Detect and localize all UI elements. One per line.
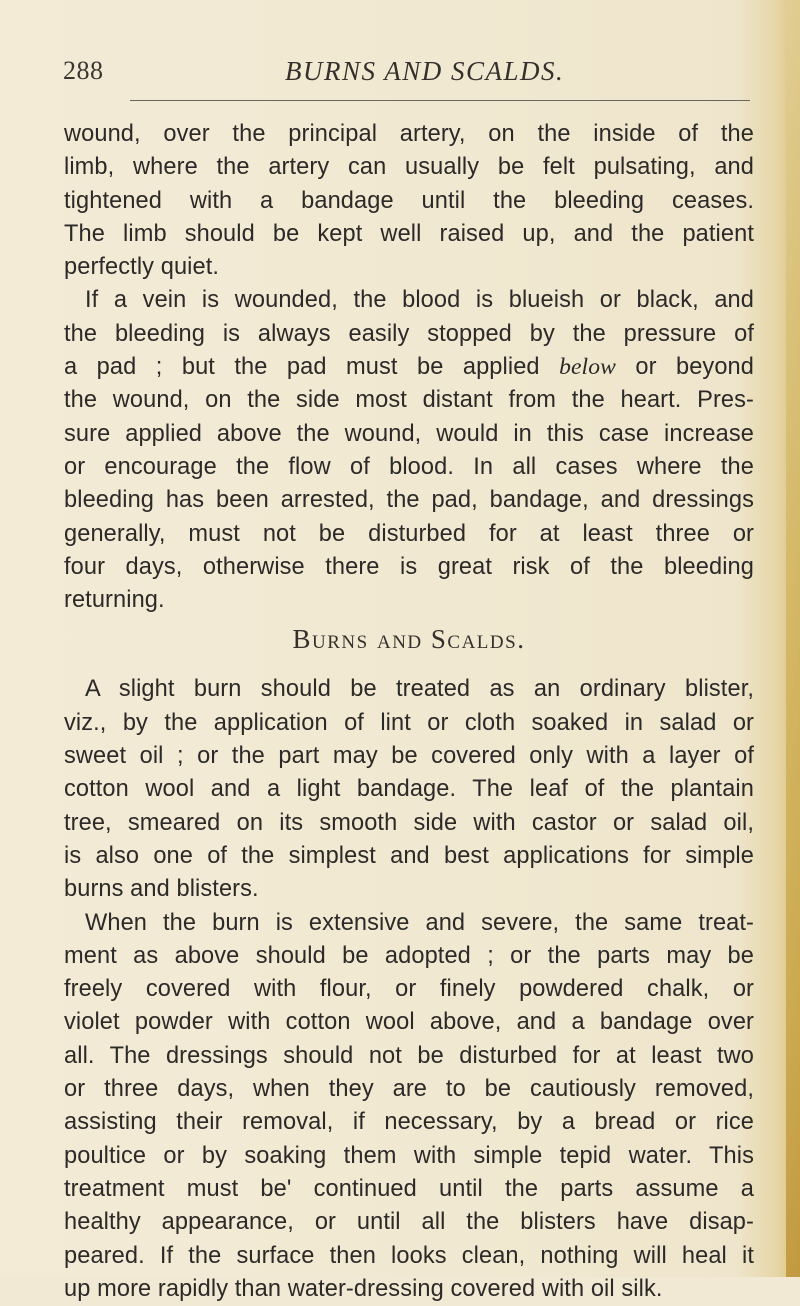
- text-line: up more rapidly than water-dressing covered with oil silk.: [64, 1275, 663, 1302]
- text-line: viz., by the application of lint or cloth soaked in salad or: [64, 709, 754, 736]
- text-line: When the burn is extensive and severe, the same treat-: [85, 909, 754, 936]
- text-line: sure applied above the wound, would in this case increase: [64, 420, 754, 447]
- text-line: wound, over the principal artery, on the inside of the: [64, 121, 754, 147]
- section-heading: Burns and Scalds.: [292, 624, 526, 655]
- text-line: bleeding has been arrested, the pad, bandage, and dressings: [64, 487, 754, 514]
- page-edge: [786, 0, 800, 1277]
- text-line: treatment must be' continued until the parts assume a: [64, 1175, 754, 1202]
- text-line: violet powder with cotton wool above, and a bandage over: [64, 1009, 754, 1036]
- paragraph-3: [64, 673, 754, 906]
- text-line: freely covered with flour, or finely powdered chalk, or: [64, 976, 754, 1003]
- text-line: four days, otherwise there is great risk of the bleeding: [64, 553, 754, 580]
- text-line: If a vein is wounded, the blood is blueish or black, and: [85, 287, 754, 314]
- text-line: or three days, when they are to be cautiously removed,: [64, 1076, 754, 1103]
- text-line: ment as above should be adopted ; or the parts may be: [64, 942, 754, 969]
- text-line: assisting their removal, if necessary, by a bread or rice: [64, 1109, 754, 1136]
- header-rule: [130, 100, 750, 101]
- paragraph-2: [64, 284, 754, 617]
- text-line: limb, where the artery can usually be felt pulsating, and: [64, 154, 754, 181]
- text-line: poultice or by soaking them with simple tepid water. This: [64, 1142, 754, 1169]
- body-text: [64, 118, 754, 1306]
- text-line: healthy appearance, or until all the blisters have disap-: [64, 1209, 754, 1236]
- paragraph-4: [64, 907, 754, 1306]
- page-header: [63, 56, 743, 92]
- page-number: 288: [63, 56, 104, 85]
- text-line: perfectly quiet.: [64, 254, 220, 281]
- text-line: is also one of the simplest and best applications for simple: [64, 842, 754, 869]
- text-line: peared. If the surface then looks clean, nothing will heal it: [64, 1242, 754, 1269]
- text-line: sweet oil ; or the part may be covered only with a layer of: [64, 743, 754, 770]
- text-line: all. The dressings should not be disturbed for at least two: [64, 1042, 754, 1069]
- text-line: the wound, on the side most distant from the heart. Pres-: [64, 387, 754, 414]
- text-line: the bleeding is always easily stopped by the pressure of: [64, 320, 754, 347]
- text-line: cotton wool and a light bandage. The leaf of the plantain: [64, 776, 754, 803]
- running-head: BURNS AND SCALDS.: [285, 56, 565, 86]
- text-line: tightened with a bandage until the bleeding ceases.: [64, 187, 754, 214]
- paragraph-1: [64, 118, 754, 284]
- text-line: generally, must not be disturbed for at least three or: [64, 520, 754, 547]
- text-line: A slight burn should be treated as an ordinary blister,: [85, 676, 754, 703]
- text-line: returning.: [64, 587, 165, 614]
- text-line: or encourage the flow of blood. In all cases where the: [64, 453, 754, 480]
- emphasis: below: [559, 354, 616, 381]
- text-line: burns and blisters.: [64, 876, 259, 903]
- text-line: tree, smeared on its smooth side with castor or salad oil,: [64, 809, 754, 836]
- text-line: The limb should be kept well raised up, and the patient: [64, 220, 754, 247]
- text-line: a pad ; but the pad must be applied below or beyond: [64, 354, 754, 381]
